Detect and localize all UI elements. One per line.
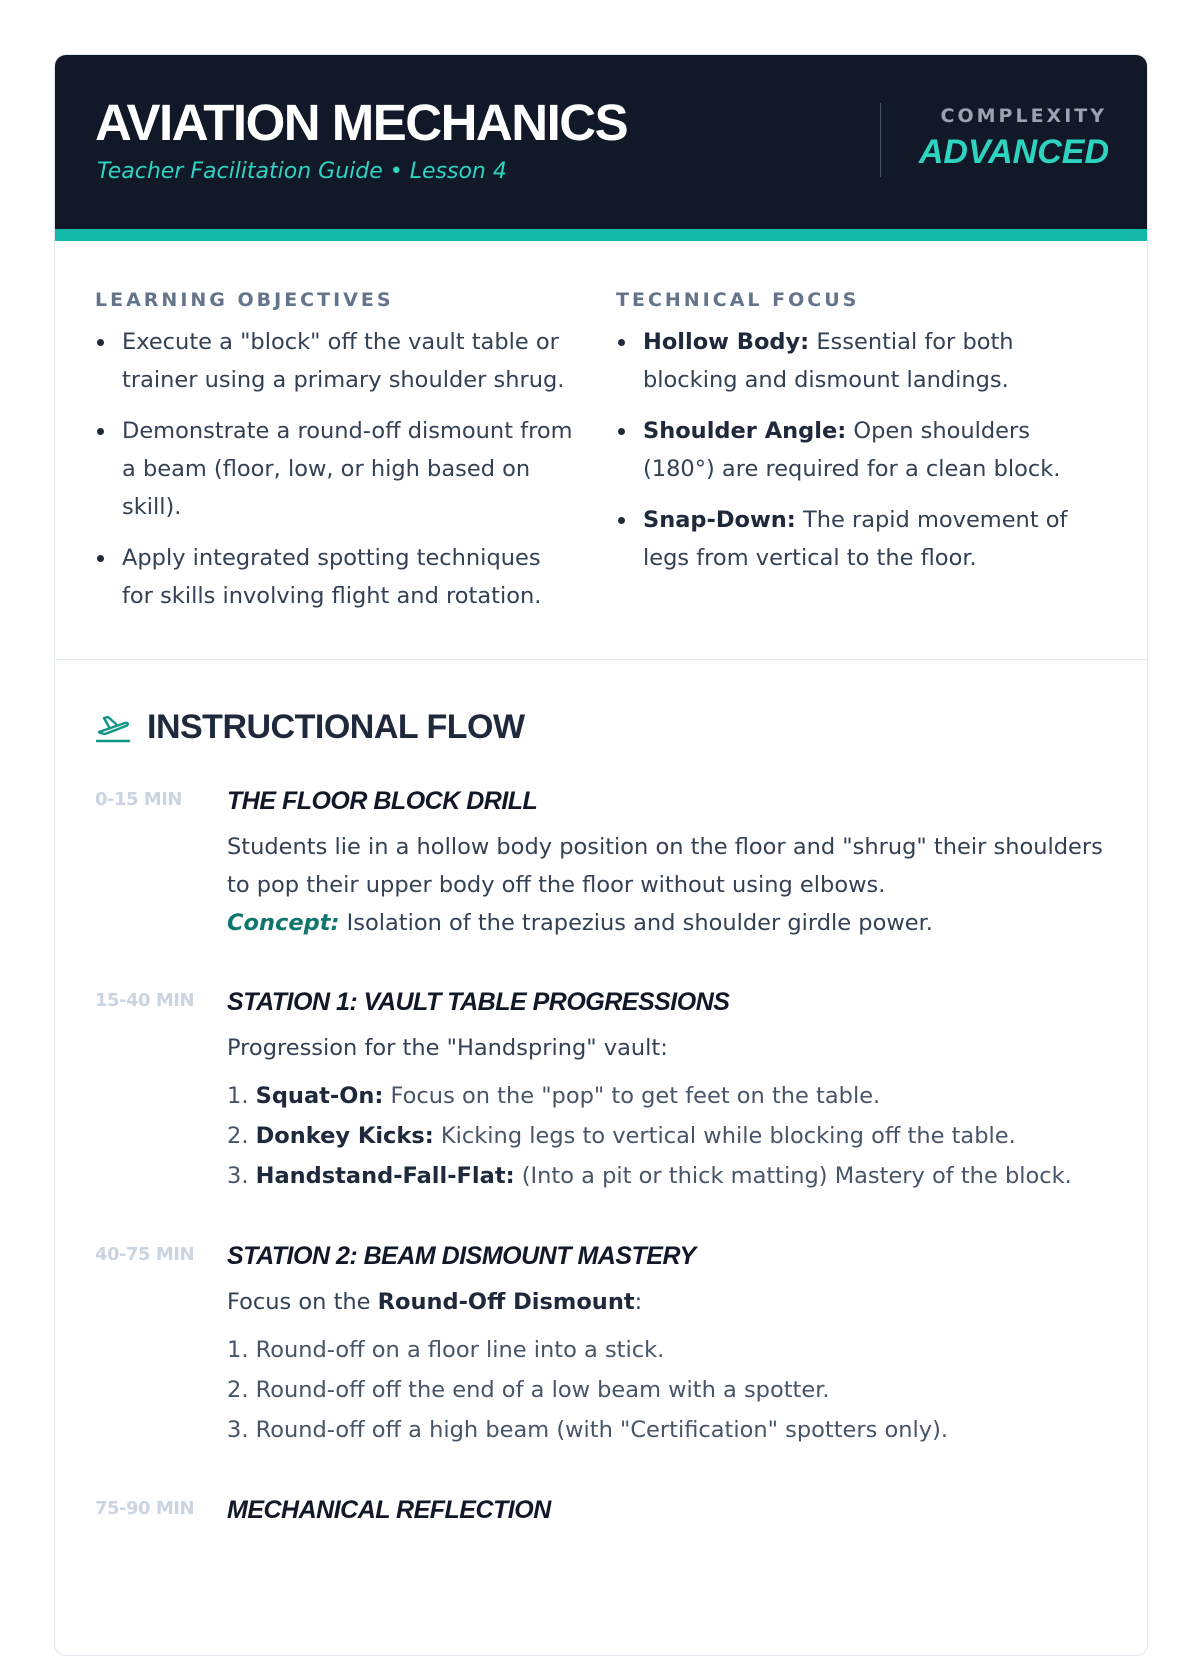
step-body <box>227 1496 1107 1525</box>
step-time: 75-90 MIN <box>95 1498 195 1519</box>
objective-item: Execute a "block" off the vault table or trainer using a primary shoulder shrug. <box>95 323 575 399</box>
lesson-guide-card <box>54 54 1148 1656</box>
list-text: (Into a pit or thick matting) Mastery of the block. <box>514 1163 1072 1189</box>
step-time: 15-40 MIN <box>95 990 195 1011</box>
step-intro: Progression for the "Handspring" vault: <box>227 1035 668 1061</box>
complexity-label: COMPLEXITY <box>940 105 1107 127</box>
instructional-flow-section <box>55 660 1147 1525</box>
focus-text: Open shoulders (180°) are required for a clean block. <box>643 418 1061 482</box>
flow-step-floor-block <box>95 787 1107 942</box>
list-item: 2. Round-off off the end of a low beam with a spotter. <box>227 1377 830 1403</box>
list-text: Kicking legs to vertical while blocking off the table. <box>433 1123 1016 1149</box>
intro-bold: Round-Off Dismount <box>377 1289 635 1315</box>
focus-text: Essential for both blocking and dismount landings. <box>643 329 1014 393</box>
concept-label: Concept: <box>227 910 340 936</box>
learning-objectives-heading: LEARNING OBJECTIVES <box>95 289 394 311</box>
learning-objectives-list <box>95 323 575 615</box>
intro-post: : <box>634 1289 643 1315</box>
focus-item <box>616 323 1096 399</box>
airplane-takeoff-icon <box>95 712 131 744</box>
complexity-value: ADVANCED <box>918 133 1109 171</box>
instructional-flow-title: INSTRUCTIONAL FLOW <box>147 708 525 746</box>
focus-item <box>616 412 1096 488</box>
dismount-list <box>227 1330 1107 1450</box>
technical-focus-heading: TECHNICAL FOCUS <box>616 289 860 311</box>
list-number: 2. <box>227 1123 256 1149</box>
objective-item: Demonstrate a round-off dismount from a beam (floor, low, or high based on skill). <box>95 412 575 526</box>
step-body <box>227 988 1107 1196</box>
step-title: THE FLOOR BLOCK DRILL <box>227 787 538 815</box>
step-time: 40-75 MIN <box>95 1244 195 1265</box>
instructional-flow-header <box>95 708 1107 747</box>
list-term: Donkey Kicks: <box>255 1123 434 1149</box>
header-banner <box>55 55 1147 241</box>
step-title: STATION 2: BEAM DISMOUNT MASTERY <box>227 1242 696 1270</box>
page-subtitle: Teacher Facilitation Guide • Lesson 4 <box>97 159 507 184</box>
focus-term: Hollow Body: <box>643 329 810 355</box>
step-time: 0-15 MIN <box>95 789 182 810</box>
step-body <box>227 787 1107 942</box>
header-divider <box>880 103 881 177</box>
list-item: 3. Round-off off a high beam (with "Certification" spotters only). <box>227 1417 949 1443</box>
step-body <box>227 1242 1107 1450</box>
technical-focus-list <box>616 323 1096 577</box>
flow-step-beam-dismount <box>95 1242 1107 1450</box>
list-number: 3. <box>227 1163 256 1189</box>
focus-term: Snap-Down: <box>643 507 796 533</box>
list-item <box>227 1156 1107 1196</box>
list-item <box>227 1076 1107 1116</box>
flow-step-reflection <box>95 1496 1107 1525</box>
list-item: 1. Round-off on a floor line into a stick. <box>227 1337 665 1363</box>
step-description <box>227 828 1107 942</box>
step-intro <box>227 1283 1107 1321</box>
list-term: Squat-On: <box>255 1083 384 1109</box>
focus-text: The rapid movement of legs from vertical to the floor. <box>643 507 1068 571</box>
list-text: Focus on the "pop" to get feet on the table. <box>383 1083 881 1109</box>
focus-item <box>616 501 1096 577</box>
objective-item: Apply integrated spotting techniques for skills involving flight and rotation. <box>95 539 575 615</box>
list-number: 1. <box>227 1083 256 1109</box>
objectives-section <box>55 241 1147 660</box>
step-title: MECHANICAL REFLECTION <box>227 1496 551 1524</box>
technical-focus <box>616 289 1096 590</box>
progression-list <box>227 1076 1107 1196</box>
list-term: Handstand-Fall-Flat: <box>255 1163 515 1189</box>
focus-term: Shoulder Angle: <box>643 418 847 444</box>
flow-step-vault-table <box>95 988 1107 1196</box>
step-text: Students lie in a hollow body position on the floor and "shrug" their shoulders to pop their upper body off the floor without using elbows. <box>227 834 1103 898</box>
step-title: STATION 1: VAULT TABLE PROGRESSIONS <box>227 988 730 1016</box>
list-item <box>227 1116 1107 1156</box>
concept-text: Isolation of the trapezius and shoulder girdle power. <box>339 910 933 936</box>
page-title: AVIATION MECHANICS <box>95 94 628 151</box>
learning-objectives <box>95 289 575 628</box>
intro-pre: Focus on the <box>227 1289 378 1315</box>
